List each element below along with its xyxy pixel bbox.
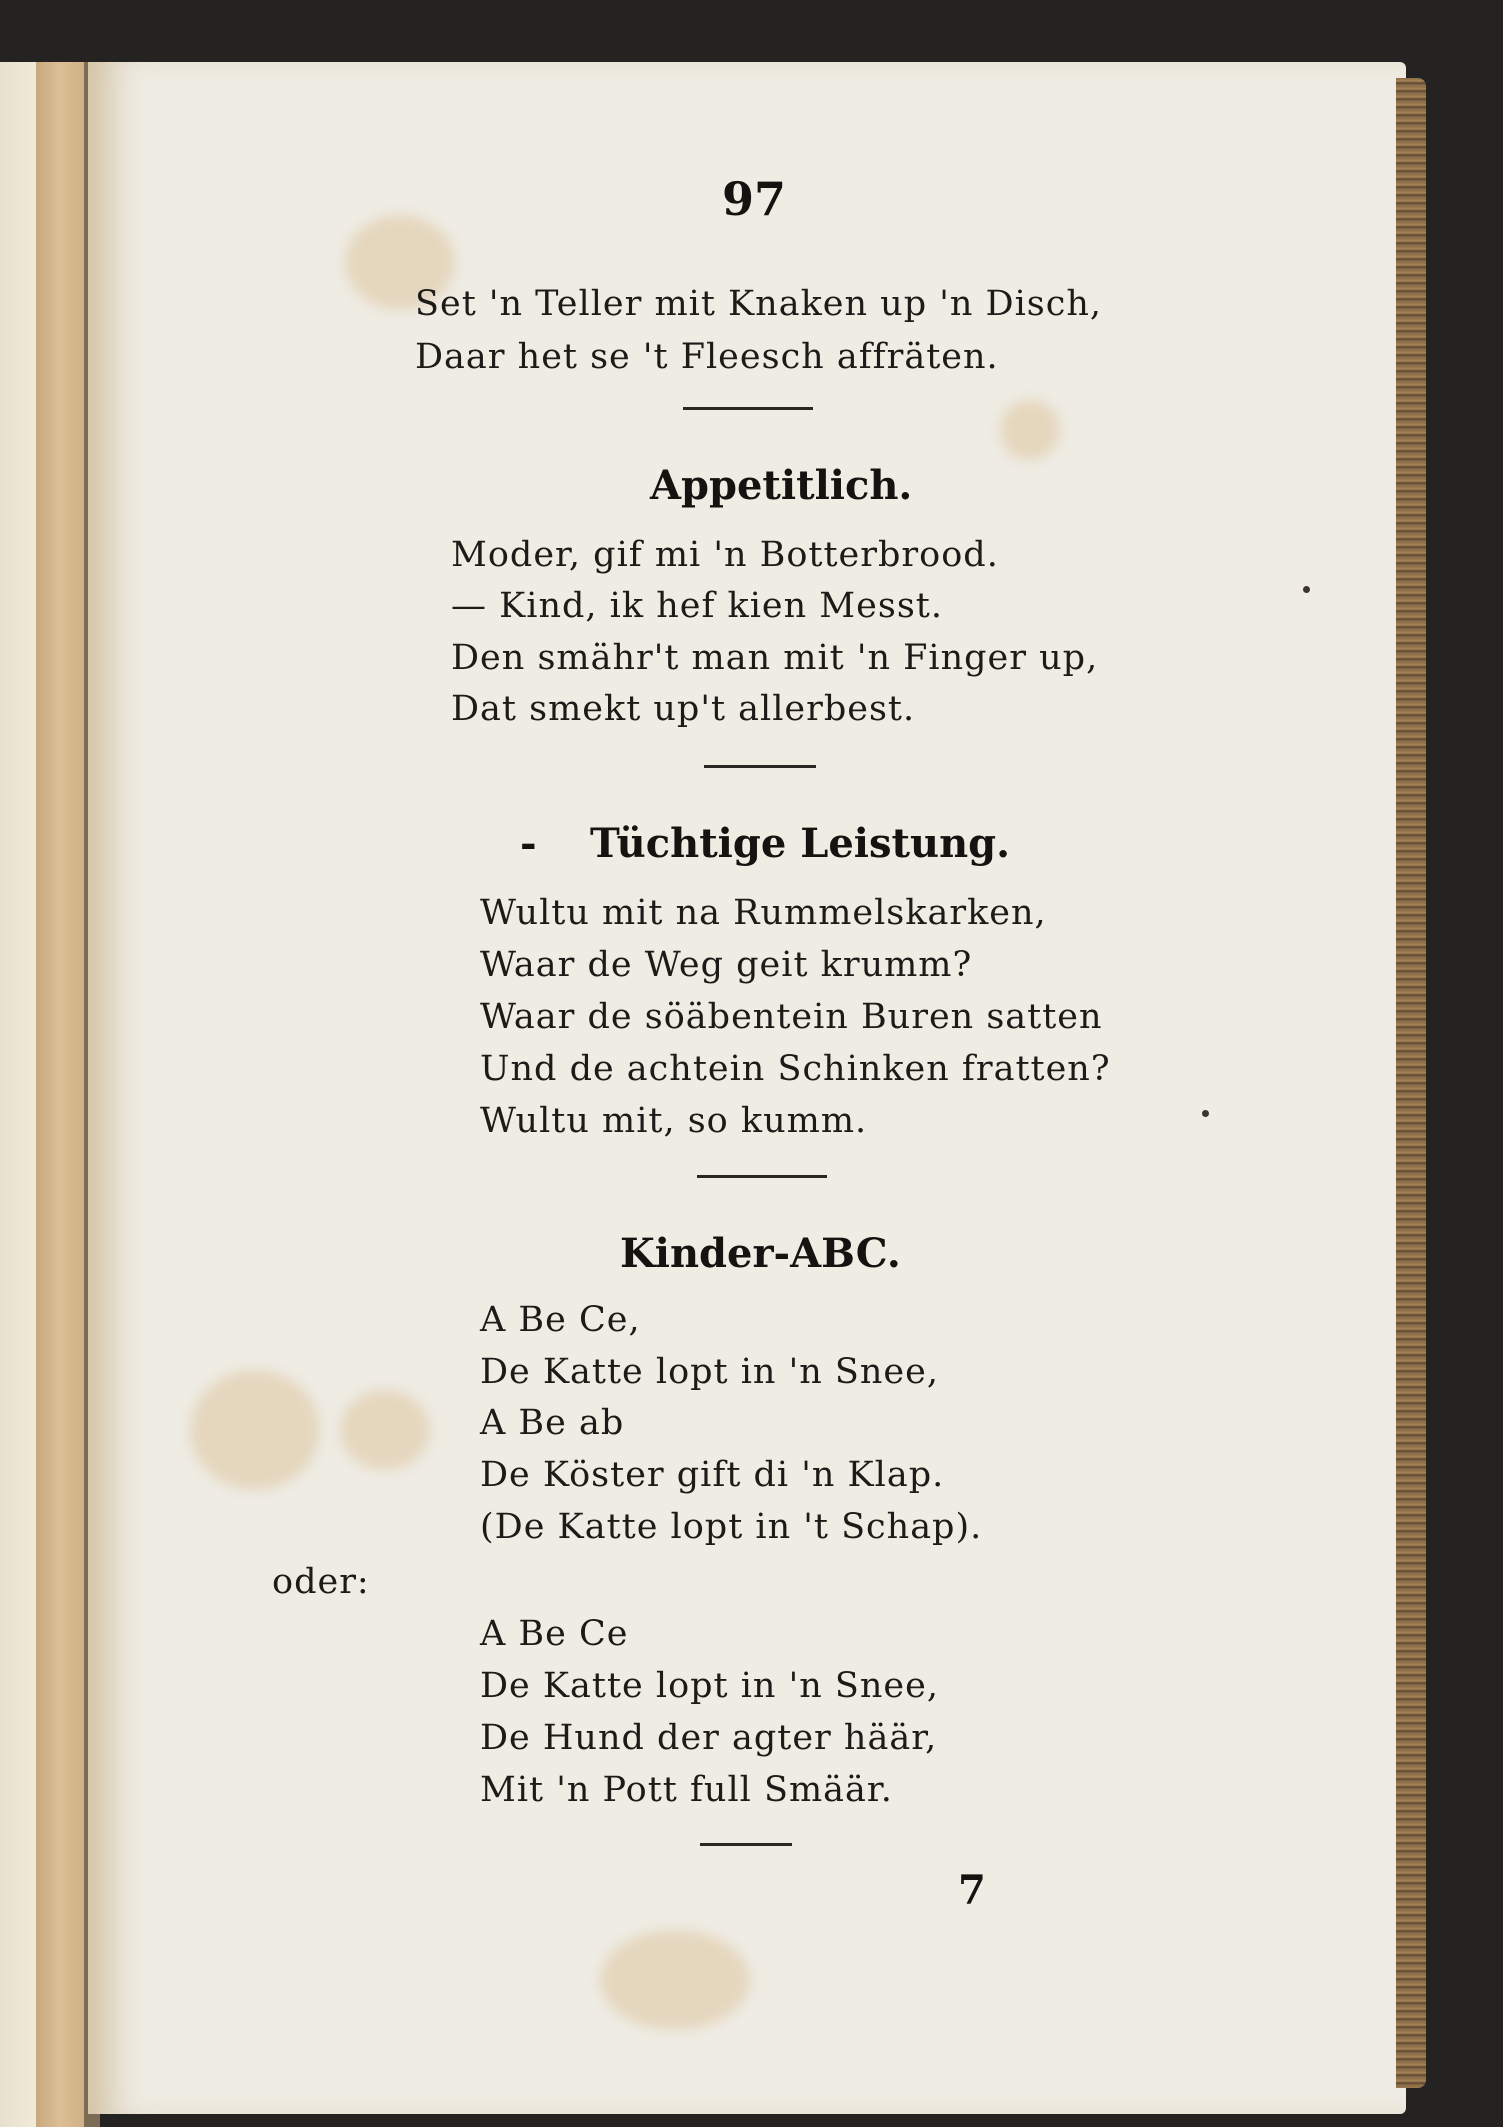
- foxing-stain: [600, 1930, 750, 2030]
- verse-line: A Be ab: [480, 1403, 625, 1443]
- section-rule: [683, 407, 813, 410]
- ink-speck: [1303, 586, 1310, 593]
- verse-line: Wultu mit na Rummelskarken,: [480, 893, 1047, 933]
- foxing-stain: [1000, 400, 1060, 460]
- verse-line: (De Katte lopt in 't Schap).: [480, 1507, 983, 1547]
- variant-label: oder:: [272, 1562, 370, 1602]
- verse-line: Waar de Weg geit krumm?: [480, 945, 973, 985]
- verse-line: Daar het se 't Fleesch affräten.: [415, 337, 999, 377]
- foxing-stain: [340, 1390, 430, 1470]
- verse-line: Mit 'n Pott full Smäär.: [480, 1770, 893, 1810]
- left-page-edge: [36, 62, 88, 2127]
- signature-mark: 7: [958, 1867, 986, 1914]
- section-rule: [697, 1175, 827, 1178]
- verse-line: — Kind, ik hef kien Messt.: [451, 586, 943, 626]
- page-edges: [1396, 78, 1426, 2088]
- ink-speck: [1202, 1110, 1209, 1117]
- verse-line: Wultu mit, so kumm.: [480, 1101, 868, 1141]
- verse-line: Und de achtein Schinken fratten?: [480, 1049, 1111, 1089]
- stray-dash: -: [520, 820, 537, 867]
- verse-line: Moder, gif mi 'n Botterbrood.: [451, 535, 999, 575]
- verse-line: Den smähr't man mit 'n Finger up,: [451, 638, 1099, 678]
- poem-title: Appetitlich.: [650, 462, 913, 509]
- verse-line: De Köster gift di 'n Klap.: [480, 1455, 945, 1495]
- verse-line: De Hund der agter häär,: [480, 1718, 938, 1758]
- verse-line: Dat smekt up't allerbest.: [451, 689, 916, 729]
- verse-line: A Be Ce: [480, 1614, 629, 1654]
- verse-line: Set 'n Teller mit Knaken up 'n Disch,: [415, 284, 1103, 324]
- verse-line: A Be Ce,: [480, 1300, 641, 1340]
- section-rule: [704, 765, 816, 768]
- poem-title: Kinder-ABC.: [620, 1230, 901, 1277]
- verse-line: Waar de söäbentein Buren satten: [480, 997, 1103, 1037]
- page-number: 97: [722, 172, 787, 226]
- left-page-strip: [0, 62, 40, 2127]
- verse-line: De Katte lopt in 'n Snee,: [480, 1666, 939, 1706]
- foxing-stain: [190, 1370, 320, 1490]
- section-rule: [700, 1843, 792, 1846]
- poem-title: Tüchtige Leistung.: [590, 820, 1011, 867]
- verse-line: De Katte lopt in 'n Snee,: [480, 1352, 939, 1392]
